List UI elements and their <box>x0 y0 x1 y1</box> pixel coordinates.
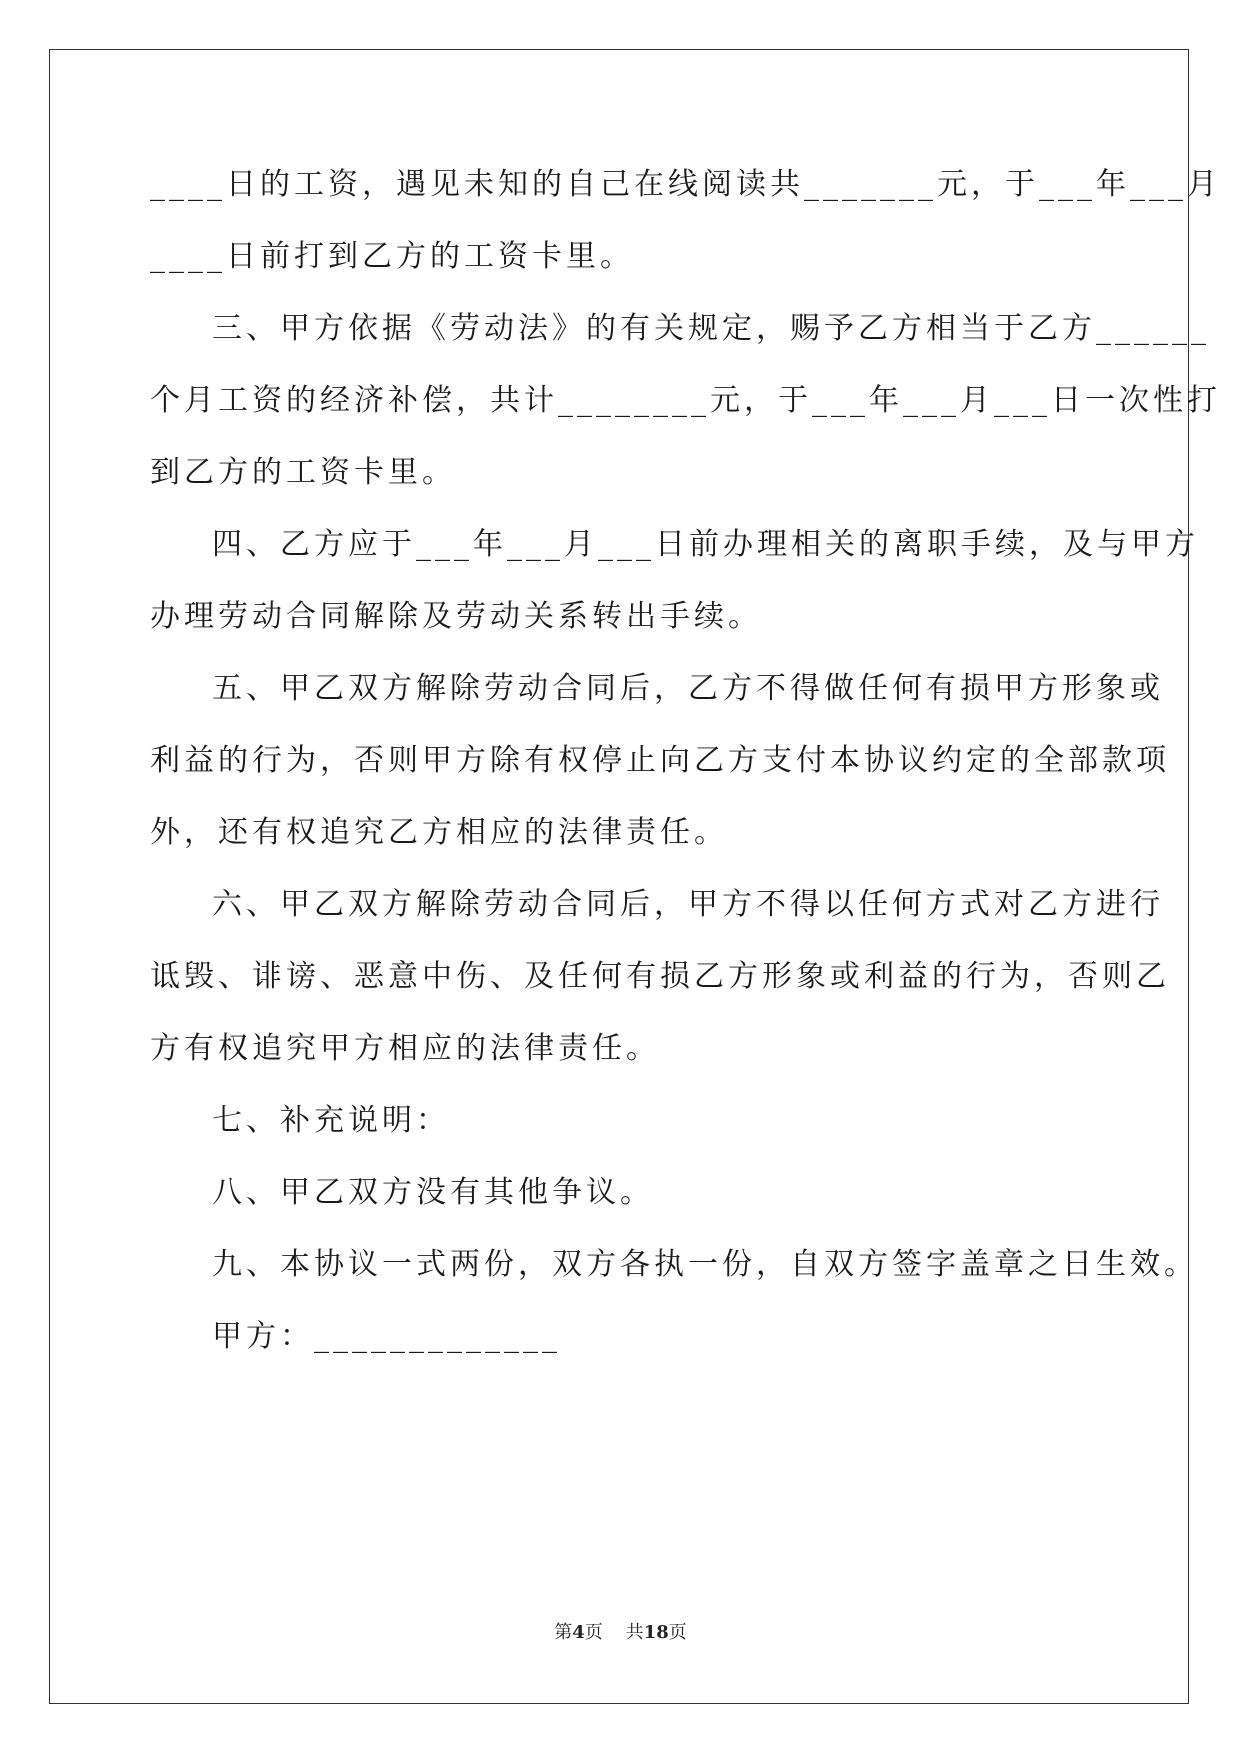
text-line: 外，还有权追究乙方相应的法律责任。 <box>150 815 728 850</box>
page-label-prefix: 第 <box>554 1622 573 1643</box>
party-a-signature-line: 甲方：_____________ <box>212 1319 561 1354</box>
text-line: 利益的行为，否则甲方除有权停止向乙方支付本协议约定的全部款项 <box>150 743 1170 778</box>
text-line: 方有权追究甲方相应的法律责任。 <box>150 1031 660 1066</box>
total-pages: 18 <box>643 1622 669 1643</box>
page-border <box>49 49 1189 1704</box>
text-line: ____日的工资，遇见未知的自己在线阅读共_______元，于___年___月 <box>150 167 1221 202</box>
total-label-prefix: 共 <box>625 1622 644 1643</box>
clause-5: 五、甲乙双方解除劳动合同后，乙方不得做任何有损甲方形象或 <box>212 671 1164 706</box>
page-number: 4 <box>572 1622 585 1643</box>
text-line: 诋毁、诽谤、恶意中伤、及任何有损乙方形象或利益的行为，否则乙 <box>150 959 1170 994</box>
text-line: 办理劳动合同解除及劳动关系转出手续。 <box>150 599 762 634</box>
clause-8: 八、甲乙双方没有其他争议。 <box>212 1175 654 1210</box>
text-line: 到乙方的工资卡里。 <box>150 455 456 490</box>
text-line: ____日前打到乙方的工资卡里。 <box>150 239 634 274</box>
total-label-suffix: 页 <box>668 1622 687 1643</box>
page-footer <box>0 1618 1241 1644</box>
page-label-suffix: 页 <box>584 1622 603 1643</box>
clause-9: 九、本协议一式两份，双方各执一份，自双方签字盖章之日生效。 <box>212 1247 1198 1282</box>
clause-3: 三、甲方依据《劳动法》的有关规定，赐予乙方相当于乙方______ <box>212 311 1210 346</box>
clause-6: 六、甲乙双方解除劳动合同后，甲方不得以任何方式对乙方进行 <box>212 887 1164 922</box>
text-line: 个月工资的经济补偿，共计________元，于___年___月___日一次性打 <box>150 383 1221 418</box>
clause-4: 四、乙方应于___年___月___日前办理相关的离职手续，及与甲方 <box>212 527 1199 562</box>
clause-7: 七、补充说明： <box>212 1103 450 1138</box>
